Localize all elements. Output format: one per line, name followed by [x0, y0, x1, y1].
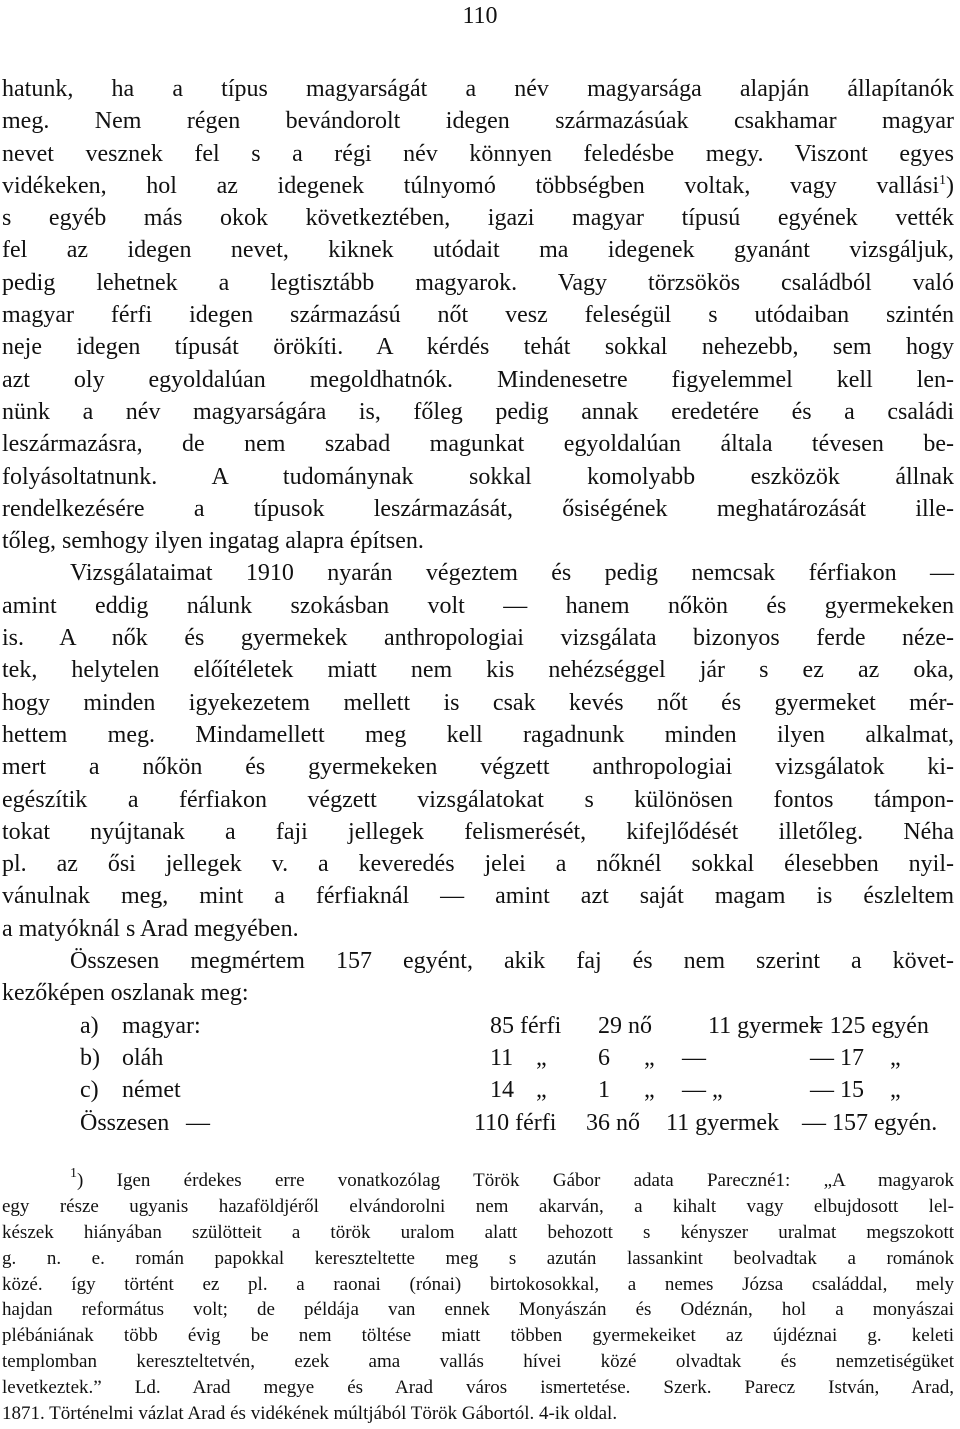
ditto-mark: „: [536, 1044, 547, 1071]
text-line: fel az idegen nevet, kiknek utódait ma idegenek gyanánt vizsgáljuk,: [2, 237, 954, 264]
footnote-line: $^1$) Igen érdekes erre vonatkozólag Török Gábor adata Pareczné1: „A magyarok: [70, 1166, 954, 1191]
table-sum-row: [2, 1107, 954, 1139]
footnote-line: levetkeztek.” Ld. Arad megye és Arad város ismertetése. Szerk. Parecz István, Arad,: [2, 1377, 954, 1399]
text-line: tek, helytelen előítéletek miatt nem kis nehézséggel jár s ez az oka,: [2, 657, 954, 684]
footnote-line: 1871. Történelmi vázlat Arad és vidékének múltjából Török Gábortól. 4-ik oldal.: [2, 1403, 618, 1425]
text-line: vánulnak meg, mint a férfiaknál — amint azt saját magam is észleltem: [2, 883, 954, 910]
row-group-name: német: [122, 1077, 181, 1104]
table-row: [2, 1010, 954, 1042]
children-dash: — „: [682, 1077, 723, 1104]
total-count: — 17: [810, 1044, 864, 1071]
women-count: 36 nő: [586, 1109, 640, 1136]
footnotes: [2, 1168, 954, 1427]
footnote-line: plébániának több évig be nem töltése miatt többen gyermekeiket az újdéznai g. keleti: [2, 1325, 954, 1347]
sum-label: Összesen: [80, 1109, 170, 1136]
row-letter: b): [80, 1044, 100, 1071]
page-number: 110: [462, 3, 498, 29]
text-line: a matyóknál s Arad megyében.: [2, 915, 299, 942]
ditto-mark: „: [644, 1077, 655, 1104]
text-line: leszármazásra, de nem szabad magunkat egyoldalúan általa tévesen be-: [2, 431, 954, 458]
footnote-line: templomban kereszteltetvén, ezek ama vallás hívei közé olvadtak és nemzetiségüket: [2, 1351, 954, 1373]
row-group-name: magyar:: [122, 1012, 201, 1039]
ditto-mark: „: [536, 1077, 547, 1104]
table-row: [2, 1042, 954, 1074]
footnote-marker: 1: [70, 1166, 77, 1181]
text-line: kezőképen oszlanak meg:: [2, 980, 249, 1007]
footnote-line: egy része ugyanis hazaföldjéről elvándorolni nem akarván, a kihalt vagy elbujdosott lel-: [2, 1195, 954, 1217]
men-count: 14: [490, 1077, 514, 1104]
text-line: magyar férfi idegen származású nőt vesz feleségül s utódaiban szintén: [2, 302, 954, 329]
text-line: hatunk, ha a típus magyarságát a név magyarsága alapján állapítanók: [2, 76, 954, 102]
text-line: neje idegen típusát örökíti. A kérdés tehát sokkal nehezebb, sem hogy: [2, 334, 954, 361]
text-line: meg. Nem régen bevándorolt idegen származásúak csakhamar magyar: [2, 108, 954, 135]
text-line: tokat nyújtanak a faji jellegek felismerését, kifejlődését illetőleg. Néha: [2, 818, 954, 845]
text-line: Összesen megmértem 157 egyént, akik faj és nem szerint a követ-: [70, 948, 954, 975]
text-line: folyásoltatnunk. A tudománynak sokkal komolyabb eszközök állnak: [2, 463, 954, 490]
children-count: 11 gyermek: [666, 1109, 780, 1136]
total-count: — 157 egyén.: [802, 1109, 938, 1136]
men-count: 11: [490, 1044, 514, 1071]
text-line: is. A nők és gyermekek anthropologiai vizsgálata bizonyos ferde néze-: [2, 625, 954, 652]
text-line: hettem meg. Mindamellett meg kell ragadnunk minden ilyen alkalmat,: [2, 721, 954, 748]
men-count: 85 férfi: [490, 1012, 562, 1039]
text-line: tőleg, semhogy ilyen ingatag alapra építsen.: [2, 528, 424, 555]
women-count: 1: [598, 1077, 610, 1104]
footnote-reference: 1: [939, 172, 946, 188]
sum-dash: —: [186, 1109, 210, 1136]
total-count: — 15: [810, 1077, 864, 1104]
children-dash: —: [682, 1044, 706, 1071]
text-line: amint eddig nálunk szokásban volt — hanem nőkön és gyermekeken: [2, 592, 954, 619]
row-letter: c): [80, 1077, 99, 1104]
ditto-mark: „: [890, 1044, 901, 1071]
men-count: 110 férfi: [474, 1109, 557, 1136]
text-line: vidékeken, hol az idegenek túlnyomó többségben voltak, vagy vallási$^1$): [2, 172, 954, 199]
women-count: 6: [598, 1044, 610, 1071]
text-line: nevet vesznek fel s a régi név könnyen feledésbe megy. Viszont egyes: [2, 140, 954, 167]
row-group-name: oláh: [122, 1044, 164, 1071]
ditto-mark: „: [644, 1044, 655, 1071]
total-count: = 125 egyén: [810, 1012, 929, 1039]
row-letter: a): [80, 1012, 99, 1039]
text-line: mert a nőkön és gyermekeken végzett anthropologiai vizsgálatok ki-: [2, 754, 954, 781]
table-row: [2, 1074, 954, 1106]
text-line: pl. az ősi jellegek v. a keveredés jelei a nőknél sokkal élesebben nyil-: [2, 851, 954, 878]
children-count: 11 gyermek: [708, 1012, 822, 1039]
footnote-line: közé. így történt ez pl. a raonai (rónai) birtokosokkal, a nemes Józsa családdal, mely: [2, 1273, 954, 1295]
footnote-line: készek hiányában szülötteit a török uralom alatt behozott s kényszer uralmat megszokott: [2, 1221, 954, 1243]
text-line: egészítik a férfiakon végzett vizsgálatokat s különösen fontos támpon-: [2, 786, 954, 813]
text-line: pedig lehetnek a legtisztább magyarok. Vagy törzsökös családból való: [2, 269, 954, 296]
paragraph-lines: [2, 73, 954, 1010]
text-line: rendelkezésére a típusok leszármazását, ősiségének meghatározását ille-: [2, 495, 954, 522]
women-count: 29 nő: [598, 1012, 652, 1039]
text-line: s egyéb más okok következtében, igazi magyar típusú egyének vették: [2, 205, 954, 232]
text-line: hogy minden igyekezetem mellett is csak kevés nőt és gyermeket mér-: [2, 689, 954, 716]
footnote-line: g. n. e. román papokkal kereszteltette meg s azután lassankint beolvadtak a románok: [2, 1247, 954, 1269]
body-text: [2, 73, 954, 1139]
text-line: Vizsgálataimat 1910 nyarán végeztem és pedig nemcsak férfiakon —: [70, 560, 954, 587]
text-line: azt oly egyoldalúan megoldhatnók. Mindenesetre figyelemmel kell len-: [2, 366, 954, 393]
population-table: [2, 1010, 954, 1139]
text-line: nünk a név magyarságára is, főleg pedig annak eredetére és a családi: [2, 398, 954, 425]
ditto-mark: „: [890, 1077, 901, 1104]
footnote-line: hajdan református volt; de példája van ennek Monyászán és Odéznán, hol a monyászai: [2, 1299, 954, 1321]
